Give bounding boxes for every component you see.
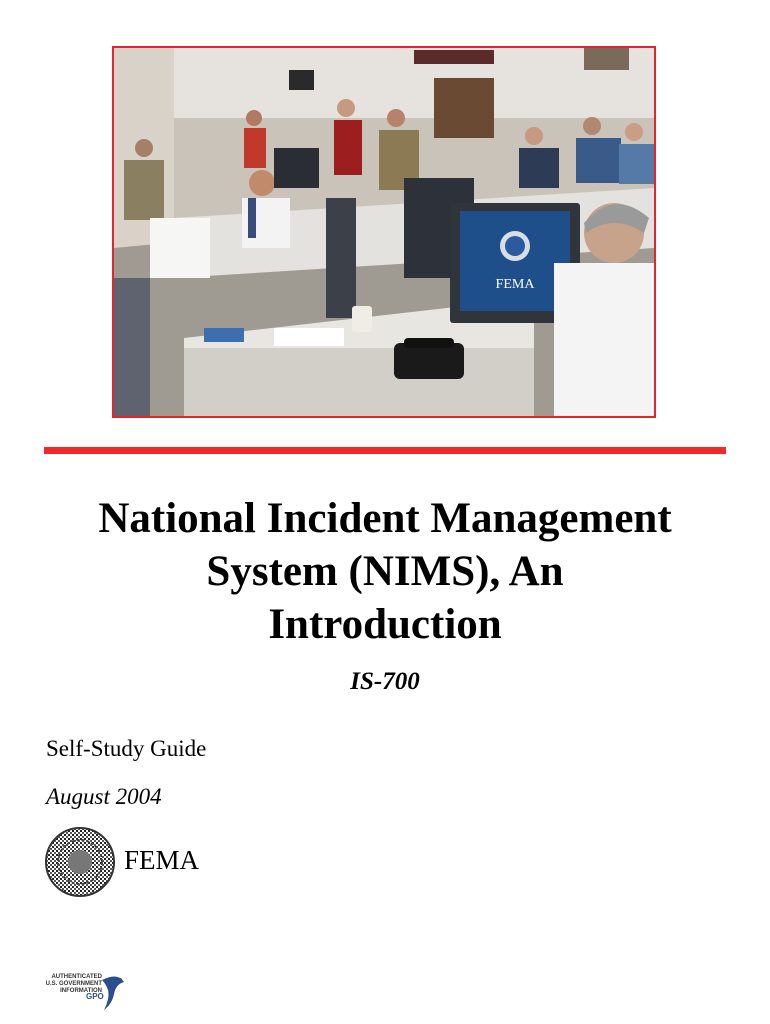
title-line-3: Introduction xyxy=(268,601,502,648)
gpo-authentication-logo xyxy=(42,968,132,1016)
publication-date: August 2004 xyxy=(46,784,162,809)
eagle-icon xyxy=(98,972,128,1012)
cover-photo xyxy=(112,46,656,418)
monitor-logo-text: FEMA xyxy=(495,277,535,292)
title-line-2: System (NIMS), An xyxy=(206,548,564,595)
organization-name: FEMA xyxy=(124,845,200,875)
operations-center-photo xyxy=(114,48,654,416)
title-line-1: National Incident Management xyxy=(98,495,672,542)
course-code: IS-700 xyxy=(350,668,420,695)
gpo-caption: AUTHENTICATED U.S. GOVERNMENT INFORMATION xyxy=(45,974,102,994)
gpo-mark: GPO xyxy=(86,992,104,1001)
red-divider-rule xyxy=(44,447,726,454)
dhs-seal-icon xyxy=(44,826,116,898)
document-type: Self-Study Guide xyxy=(46,736,207,761)
document-title xyxy=(0,492,770,651)
